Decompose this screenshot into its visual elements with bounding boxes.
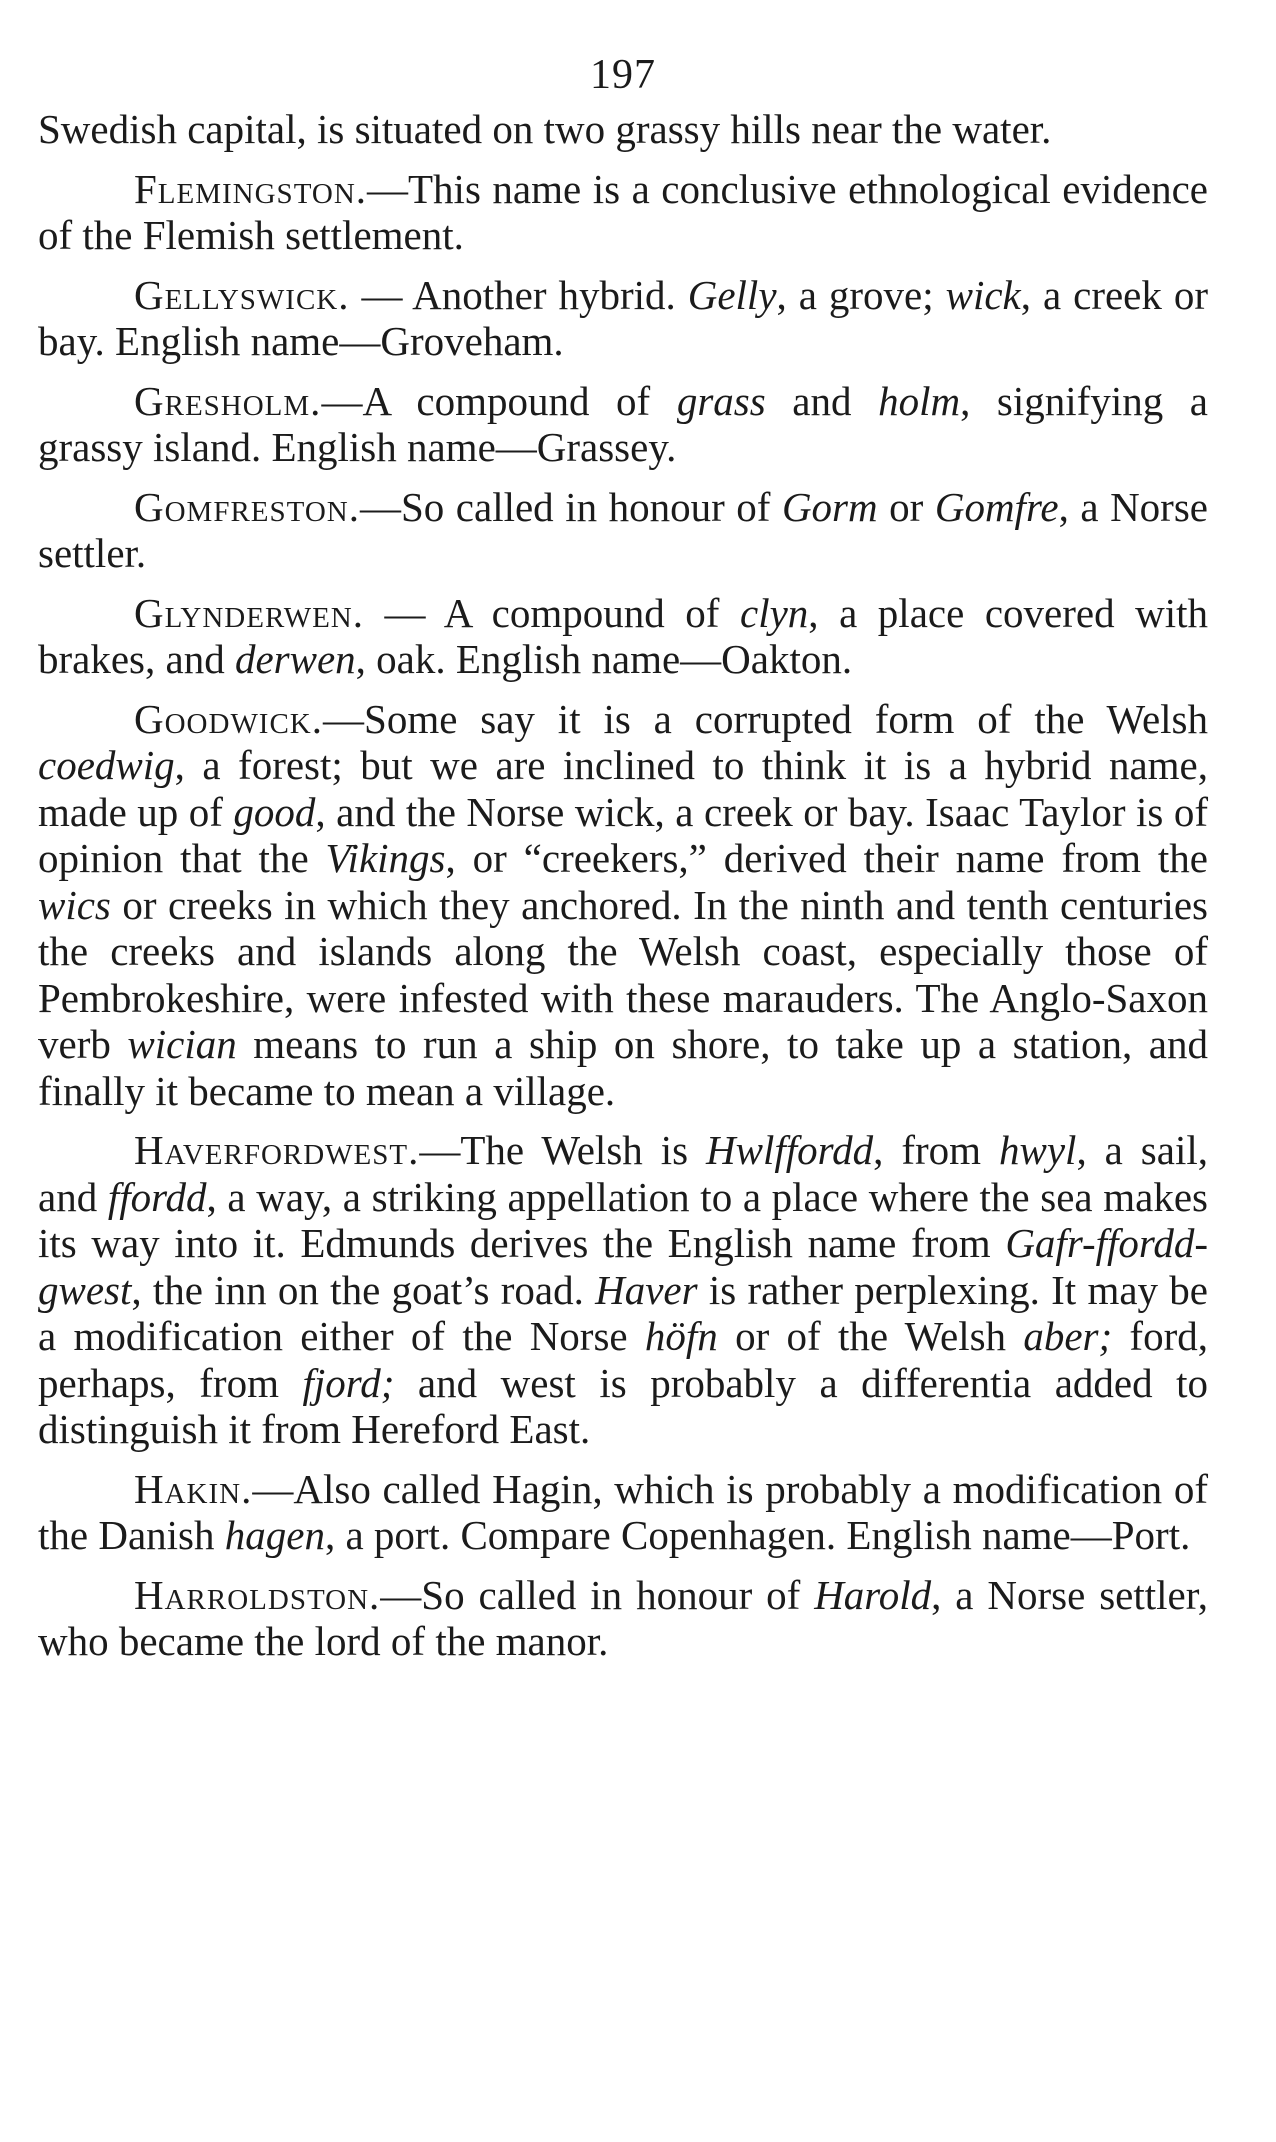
entry-heading: Goodwick. (134, 695, 324, 742)
entry-glynderwen (38, 590, 1208, 683)
entry-heading: Gellyswick. (134, 271, 350, 318)
page-number: 197 (590, 52, 656, 98)
opening-paragraph (38, 106, 1208, 153)
entry-goodwick (38, 696, 1208, 1115)
entry-text: , a Norse settler, who became the lord of the manor. (38, 1571, 1208, 1664)
italic-term: Hwlffordd (706, 1127, 874, 1173)
entry-text: , oak. English name—Oakton. (355, 636, 853, 682)
entry-text: , a way, a striking appellation to a place where the sea makes its way into it. Edmunds derives the English name from (38, 1173, 1208, 1266)
entry-text: —Some say it is a corrupted form of the Welsh (323, 695, 1208, 742)
italic-term: hagen (224, 1512, 325, 1558)
italic-term: clyn (740, 589, 809, 636)
entry-heading: Harroldston. (134, 1571, 381, 1618)
italic-term: holm (878, 377, 961, 424)
entry-text: , a place covered with brakes, and (38, 589, 1208, 682)
italic-term: fjord; (302, 1359, 395, 1406)
entry-haverfordwest (38, 1127, 1208, 1453)
italic-term: good (233, 788, 316, 835)
entry-flemingston (38, 166, 1208, 259)
italic-term: Harold (814, 1571, 932, 1618)
entry-text: and (765, 377, 879, 424)
entry-heading: Hakin. (134, 1465, 253, 1512)
entry-heading: Glynderwen. (134, 589, 364, 636)
italic-term: Gafr-ffordd-gwest (38, 1220, 1208, 1313)
entry-hakin (38, 1466, 1208, 1559)
entry-gellyswick (38, 272, 1208, 365)
opening-text: Swedish capital, is situated on two grassy hills near the water. (38, 106, 1052, 152)
entry-gresholm (38, 378, 1208, 471)
entry-text: and west is probably a differentia added to distinguish it from Hereford East. (38, 1359, 1209, 1452)
entry-text: —So called in honour of (380, 1571, 815, 1618)
entry-heading: Gresholm. (134, 377, 322, 424)
entry-harroldston (38, 1572, 1208, 1665)
italic-term: wician (127, 1021, 237, 1067)
entry-heading: Haverfordwest. (134, 1127, 420, 1173)
italic-term: wick (945, 271, 1021, 318)
italic-term: Gorm (781, 483, 878, 530)
entry-text: —Also called Hagin, which is probably a modification of the Danish (38, 1465, 1208, 1558)
entry-text: —This name is a conclusive ethnological evidence of the Flemish settlement. (38, 165, 1208, 258)
italic-term: coedwig (38, 742, 175, 788)
book-page (38, 50, 1208, 2110)
entry-text: , a sail, and (38, 1127, 1208, 1220)
entry-text: —So called in honour of (359, 483, 782, 530)
entry-text: — A compound of (364, 589, 740, 636)
entry-heading: Gomfreston. (134, 483, 360, 530)
entry-text: , a Norse settler. (38, 483, 1208, 576)
entry-text: , or “creekers,” derived their name from the (445, 835, 1209, 881)
entry-text: — Another hybrid. (349, 271, 688, 318)
italic-term: ffordd (107, 1173, 207, 1220)
entry-text: , a grove; (776, 271, 946, 318)
italic-term: Gomfre (934, 483, 1059, 530)
italic-term: Haver (595, 1266, 698, 1313)
entry-text: , a port. Compare Copenhagen. English name—Port. (324, 1512, 1191, 1558)
entry-text: ford, perhaps, from (38, 1313, 1208, 1406)
entry-text: , signifying a grassy island. English name—Grassey. (38, 377, 1208, 470)
entry-text: or of the Welsh (717, 1313, 1024, 1359)
entry-text: —The Welsh is (419, 1127, 707, 1173)
entry-text: is rather perplexing. It may be a modification either of the Norse (38, 1266, 1209, 1359)
entry-heading: Flemingston. (134, 165, 368, 212)
italic-term: derwen (234, 636, 356, 682)
entry-text: , a creek or bay. English name—Groveham. (38, 271, 1208, 364)
italic-term: aber; (1023, 1313, 1113, 1359)
entry-text: —A compound of (321, 377, 677, 424)
italic-term: wics (38, 881, 111, 928)
entry-text: means to run a ship on shore, to take up a station, and finally it became to mean a village. (38, 1021, 1208, 1114)
entry-text: or (877, 483, 935, 530)
italic-term: grass (676, 377, 766, 424)
italic-term: höfn (644, 1313, 718, 1359)
entry-gomfreston (38, 484, 1208, 577)
entry-text: , from (873, 1127, 999, 1173)
italic-term: hwyl (999, 1127, 1077, 1173)
entry-text: , a forest; but we are inclined to think it is a hybrid name, made up of (38, 742, 1208, 835)
italic-term: Vikings (325, 835, 446, 881)
entry-text: , and the Norse wick, a creek or bay. Isaac Taylor is of opinion that the (38, 788, 1208, 881)
italic-term: Gelly (687, 271, 777, 318)
entry-text: or creeks in which they anchored. In the ninth and tenth centuries the creeks and islands along the Welsh coast, especially those of Pembrokeshire, were infested with these marauders. The Anglo-Saxon verb (38, 881, 1208, 1067)
entry-text: , the inn on the goat’s road. (131, 1266, 596, 1313)
